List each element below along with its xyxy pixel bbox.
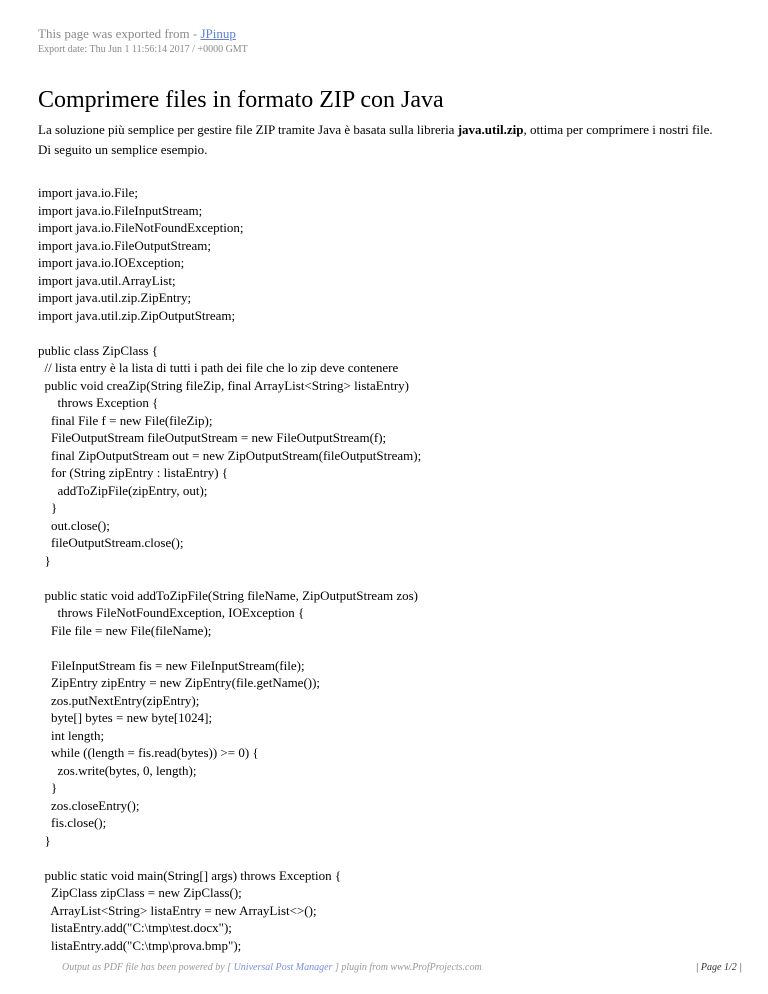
- code-line: ZipEntry zipEntry = new ZipEntry(file.getName());: [38, 675, 321, 690]
- export-header: [38, 26, 248, 56]
- code-line: import java.util.ArrayList;: [38, 272, 176, 288]
- code-line: zos.closeEntry();: [38, 797, 140, 813]
- footer-suffix: ] plugin from www.ProfProjects.com: [332, 962, 482, 973]
- export-prefix: This page was exported from -: [38, 26, 201, 41]
- intro-text-after: , ottima per comprimere i nostri file.: [523, 122, 713, 137]
- code-line: public static void addToZipFile(String fileName, ZipOutputStream zos): [38, 587, 418, 603]
- code-line: File file = new File(fileName);: [38, 622, 212, 638]
- code-line: throws FileNotFoundException, IOException {: [38, 605, 305, 620]
- code-line: fis.close();: [38, 815, 107, 830]
- code-line: import java.util.zip.ZipEntry;: [38, 290, 192, 305]
- code-line: [38, 849, 738, 867]
- code-line: ZipClass zipClass = new ZipClass();: [38, 885, 242, 900]
- code-line: public class ZipClass {: [38, 342, 158, 358]
- code-line: fileOutputStream.close();: [38, 535, 184, 550]
- jpinup-link[interactable]: JPinup: [200, 26, 236, 41]
- page-title: Comprimere files in formato ZIP con Java: [38, 87, 444, 113]
- code-line: for (String zipEntry : listaEntry) {: [38, 465, 229, 480]
- code-line: addToZipFile(zipEntry, out);: [38, 482, 208, 498]
- code-line: import java.io.IOException;: [38, 255, 185, 270]
- code-line: }: [38, 780, 58, 795]
- code-line: }: [38, 500, 58, 515]
- code-line: final File f = new File(fileZip);: [38, 412, 213, 428]
- code-line: ArrayList<String> listaEntry = new ArrayList<>();: [38, 902, 317, 918]
- intro-text-line2: Di seguito un semplice esempio.: [38, 142, 208, 157]
- code-line: import java.io.FileNotFoundException;: [38, 220, 244, 235]
- code-line: while ((length = fis.read(bytes)) >= 0) {: [38, 745, 259, 760]
- code-line: [38, 639, 738, 657]
- code-line: final ZipOutputStream out = new ZipOutputStream(fileOutputStream);: [38, 447, 422, 463]
- code-block: [38, 184, 738, 954]
- footer-prefix: Output as PDF file has been powered by [: [62, 962, 234, 973]
- code-line: }: [38, 552, 51, 568]
- code-line: out.close();: [38, 517, 110, 533]
- universal-post-manager-link[interactable]: Universal Post Manager: [233, 962, 333, 973]
- code-line: byte[] bytes = new byte[1024];: [38, 710, 213, 725]
- code-line: import java.io.FileOutputStream;: [38, 237, 211, 253]
- code-line: import java.io.File;: [38, 185, 139, 200]
- code-line: import java.io.FileInputStream;: [38, 202, 203, 218]
- footer-credit: [62, 962, 482, 973]
- export-date: Export date: Thu Jun 1 11:56:14 2017 / +0000 GMT: [38, 44, 248, 55]
- code-line: listaEntry.add("C:\tmp\test.docx");: [38, 920, 232, 935]
- intro-paragraph: [38, 120, 738, 160]
- page-number: | Page 1/2 |: [695, 962, 742, 973]
- code-line: public static void main(String[] args) throws Exception {: [38, 867, 342, 883]
- code-line: throws Exception {: [38, 395, 159, 410]
- intro-text-before: La soluzione più semplice per gestire file ZIP tramite Java è basata sulla libreria: [38, 122, 458, 137]
- code-line: public void creaZip(String fileZip, final ArrayList<String> listaEntry): [38, 377, 410, 393]
- code-line: zos.write(bytes, 0, length);: [38, 762, 197, 778]
- code-line: int length;: [38, 727, 105, 743]
- code-line: FileOutputStream fileOutputStream = new FileOutputStream(f);: [38, 430, 387, 445]
- code-line: listaEntry.add("C:\tmp\prova.bmp");: [38, 937, 242, 953]
- code-line: }: [38, 832, 51, 848]
- code-line: import java.util.zip.ZipOutputStream;: [38, 307, 236, 323]
- code-line: zos.putNextEntry(zipEntry);: [38, 692, 200, 708]
- intro-library-name: java.util.zip: [457, 122, 524, 137]
- code-line: [38, 324, 738, 342]
- code-line: [38, 569, 738, 587]
- code-line: // lista entry è la lista di tutti i path dei file che lo zip deve contenere: [38, 360, 399, 375]
- export-notice: [38, 26, 248, 42]
- code-line: FileInputStream fis = new FileInputStream(file);: [38, 657, 305, 673]
